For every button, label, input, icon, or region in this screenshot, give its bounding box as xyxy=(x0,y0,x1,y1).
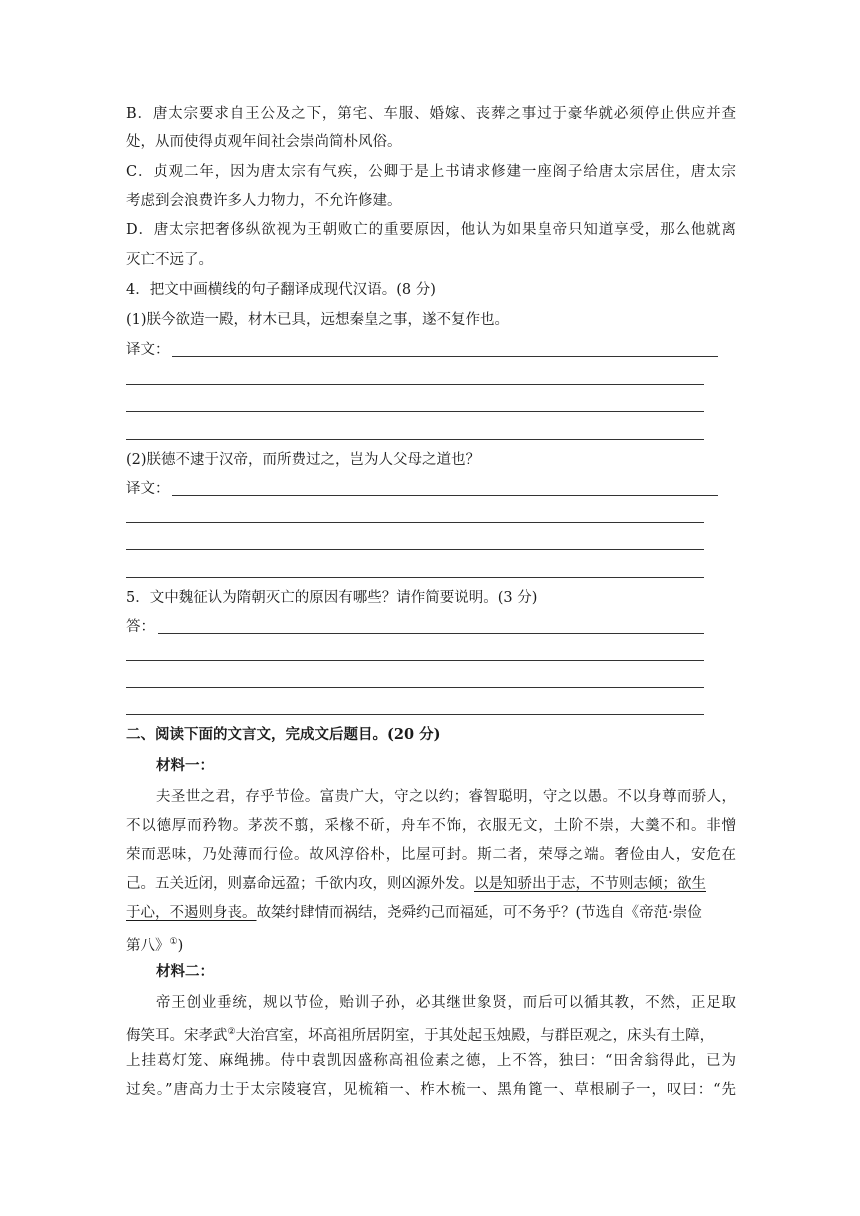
material-1-line-2: 不以德厚而矜物。茅茨不翦，采椽不斫，舟车不饰，衣服无文，土阶不崇，大羹不和。非憎 xyxy=(126,818,736,834)
footnote-marker: ① xyxy=(169,937,178,947)
material-2-line-2 xyxy=(126,1022,736,1046)
question-4-sub-2: (2)朕德不逮于汉帝，而所费过之，岂为人父母之道也？ xyxy=(126,452,481,468)
answer-line xyxy=(126,549,704,550)
question-4-sub-1: (1)朕今欲造一殿，材木已具，远想秦皇之事，遂不复作也。 xyxy=(126,312,510,328)
material-1-line-5 xyxy=(126,903,736,923)
question-4-stem: 4．把文中画横线的句子翻译成现代汉语。(8 分) xyxy=(126,282,436,298)
answer-line xyxy=(172,356,718,357)
material-2-line-1: 帝王创业垂统，规以节俭，贻训子孙，必其继世象贤，而后可以循其教，不然，正足取 xyxy=(156,995,736,1011)
option-c-line-2: 考虑到会浪费许多人力物力，不允许修建。 xyxy=(126,193,402,209)
material-1-line-1: 夫圣世之君，存乎节俭。富贵广大，守之以约；睿智聪明，守之以愚。不以身尊而骄人， xyxy=(156,789,736,805)
option-d-line-2: 灭亡不远了。 xyxy=(126,252,213,268)
translation-label-1: 译文： xyxy=(126,342,170,358)
answer-line xyxy=(126,577,704,578)
section-2-title: 二、阅读下面的文言文，完成文后题目。(20 分) xyxy=(126,726,441,743)
answer-line xyxy=(172,495,718,496)
answer-line xyxy=(126,384,704,385)
source-note: 第八》 xyxy=(126,937,170,954)
option-c-line-1: C．贞观二年，因为唐太宗有气疾，公卿于是上书请求修建一座阁子给唐太宗居住，唐太宗 xyxy=(126,164,736,180)
answer-line xyxy=(126,660,704,661)
answer-line xyxy=(126,522,704,523)
translation-label-2: 译文： xyxy=(126,481,170,497)
material-2-line-4: 过矣。”唐高力士于太宗陵寝宫，见梳箱一、柞木梳一、黑角篦一、草根刷子一，叹曰：“先 xyxy=(126,1082,736,1098)
material-1-line-3: 荣而恶味，乃处薄而行俭。故风淳俗朴，比屋可封。斯二者，荣辱之端。奢俭由人，安危在 xyxy=(126,847,736,863)
footnote-marker: ② xyxy=(227,1027,236,1037)
material-2-text: 侮笑耳。宋孝武 xyxy=(126,1027,228,1044)
material-1-line-4 xyxy=(126,874,736,894)
material-1-text: 己。五关近闭，则嘉命远盈；千欲内攻，则凶源外发。 xyxy=(126,876,474,892)
answer-line xyxy=(126,439,704,440)
question-5-stem: 5．文中魏征认为隋朝灭亡的原因有哪些？请作简要说明。(3 分) xyxy=(126,590,538,606)
material-1-line-6 xyxy=(126,932,736,956)
material-1-label: 材料一： xyxy=(156,757,214,774)
source-note-end: ) xyxy=(177,937,184,954)
option-b-line-1: B．唐太宗要求自王公及之下，第宅、车服、婚嫁、丧葬之事过于豪华就必须停止供应并查 xyxy=(126,106,736,122)
material-2-text: 大治宫室，坏高祖所居阴室，于其处起玉烛殿，与群臣观之，床头有土障， xyxy=(235,1027,715,1044)
material-1-text: 故桀纣肆情而祸结，尧舜约己而福延，可不务乎？(节选自《帝范·崇俭 xyxy=(256,905,702,921)
option-b-line-2: 处，从而使得贞观年间社会崇尚简朴风俗。 xyxy=(126,134,402,150)
underlined-sentence: 于心，不遏则身丧。 xyxy=(126,905,257,921)
material-2-label: 材料二： xyxy=(156,963,214,980)
answer-line xyxy=(126,714,704,715)
material-2-line-3: 上挂葛灯笼、麻绳拂。侍中袁凯因盛称高祖俭素之德，上不答，独曰：“田舍翁得此，已为 xyxy=(126,1053,736,1069)
option-d-line-1: D．唐太宗把奢侈纵欲视为王朝败亡的重要原因，他认为如果皇帝只知道享受，那么他就离 xyxy=(126,222,736,238)
underlined-sentence: 以是知骄出于志，不节则志倾；欲生 xyxy=(474,876,706,892)
answer-line xyxy=(158,633,704,634)
answer-label: 答： xyxy=(126,619,155,635)
answer-line xyxy=(126,687,704,688)
answer-line xyxy=(126,411,704,412)
